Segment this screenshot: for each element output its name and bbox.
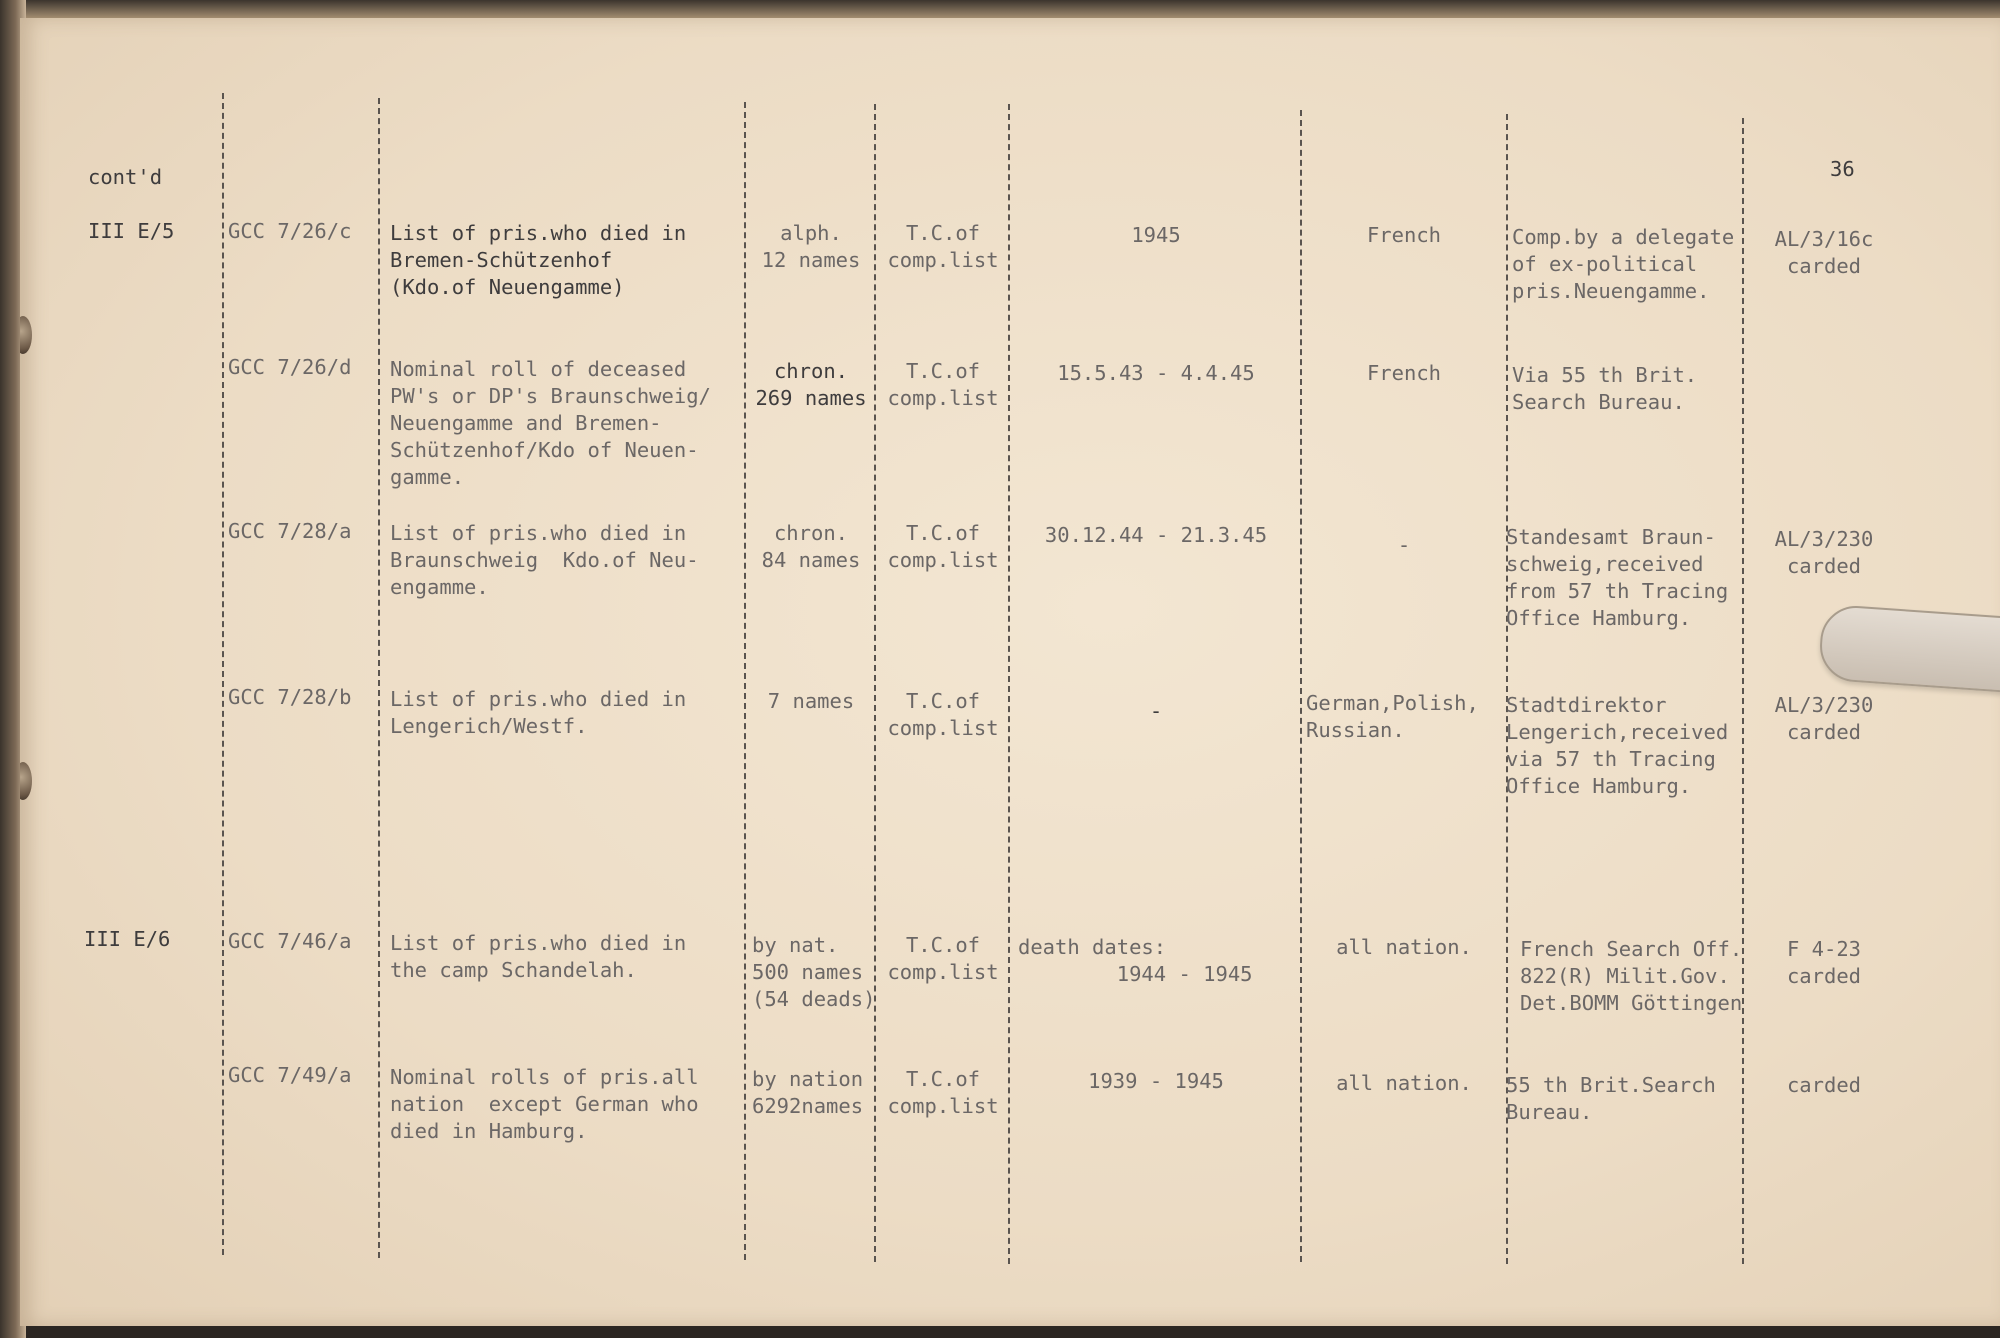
record-dates: 15.5.43 - 4.4.45: [1057, 361, 1255, 385]
record-dates: 1939 - 1945: [1088, 1069, 1224, 1093]
record-form: T.C.of comp.list: [887, 221, 999, 272]
record-dates: death dates: 1944 - 1945: [1018, 935, 1253, 986]
record-remarks: carded: [1786, 1073, 1862, 1097]
record-description: Nominal roll of deceased PW's or DP's Braunschweig/ Neuengamme and Bremen- Schützenhof/Kdo of Neuen- gamme.: [390, 357, 711, 489]
binder-ring-top: [20, 316, 32, 354]
contd-label: cont'd: [88, 165, 163, 189]
page-top-edge: [0, 0, 2000, 18]
column-divider: [1008, 104, 1010, 1264]
record-remarks: F 4-23 carded: [1786, 937, 1862, 988]
index-tab[interactable]: [1818, 604, 2000, 697]
record-arrangement: chron. 84 names: [761, 521, 861, 572]
record-source: French Search Off. 822(R) Milit.Gov. Det.BOMM Göttingen: [1520, 937, 1743, 1015]
record-remarks: AL/3/230 carded: [1774, 693, 1874, 744]
record-remarks: AL/3/230 carded: [1774, 527, 1874, 578]
record-source: Stadtdirektor Lengerich,received via 57 th Tracing Office Hamburg.: [1506, 693, 1729, 798]
record-source: 55 th Brit.Search Bureau.: [1506, 1073, 1716, 1124]
record-arrangement: by nation 6292names: [752, 1067, 864, 1118]
record-remarks: AL/3/16c carded: [1774, 227, 1874, 278]
column-divider: [222, 93, 224, 1255]
binder-ring-bottom: [20, 762, 32, 800]
column-divider: [378, 98, 380, 1258]
record-dates: -: [1149, 699, 1163, 723]
record-form: T.C.of comp.list: [887, 521, 999, 572]
record-form: T.C.of comp.list: [887, 933, 999, 984]
record-arrangement: alph. 12 names: [761, 221, 861, 272]
record-source: Standesamt Braun- schweig,received from 57 th Tracing Office Hamburg.: [1506, 525, 1729, 630]
record-arrangement: chron. 269 names: [755, 359, 867, 410]
reference-code: GCC 7/28/b: [228, 685, 352, 709]
record-nationality: all nation.: [1336, 935, 1472, 959]
section-code: III E/5: [88, 219, 175, 243]
record-form: T.C.of comp.list: [887, 1067, 999, 1118]
record-description: Nominal rolls of pris.all nation except German who died in Hamburg.: [390, 1065, 699, 1143]
record-arrangement: 7 names: [767, 689, 855, 713]
column-divider: [874, 104, 876, 1262]
section-code: III E/6: [84, 927, 171, 951]
record-description: List of pris.who died in Bremen-Schützenhof (Kdo.of Neuengamme): [390, 221, 687, 299]
column-divider: [1300, 110, 1302, 1262]
record-nationality: -: [1397, 533, 1411, 557]
record-description: List of pris.who died in Braunschweig Kdo.of Neu- engamme.: [390, 521, 699, 599]
record-nationality: all nation.: [1336, 1071, 1472, 1095]
record-source: Comp.by a delegate of ex-political pris.Neuengamme.: [1512, 225, 1735, 303]
record-arrangement: by nat. 500 names (54 deads): [752, 933, 876, 1011]
record-source: Via 55 th Brit. Search Bureau.: [1512, 363, 1698, 414]
record-form: T.C.of comp.list: [887, 689, 999, 740]
record-nationality: French: [1366, 223, 1442, 247]
page-number: 36: [1830, 157, 1855, 181]
ledger-page: [20, 18, 2000, 1326]
record-description: List of pris.who died in the camp Schandelah.: [390, 931, 687, 982]
reference-code: GCC 7/28/a: [228, 519, 352, 543]
record-dates: 1945: [1131, 223, 1181, 247]
reference-code: GCC 7/46/a: [228, 929, 352, 953]
column-divider: [744, 102, 746, 1260]
reference-code: GCC 7/26/d: [228, 355, 352, 379]
record-dates: 30.12.44 - 21.3.45: [1044, 523, 1268, 547]
reference-code: GCC 7/49/a: [228, 1063, 352, 1087]
record-nationality: German,Polish, Russian.: [1306, 691, 1479, 742]
record-description: List of pris.who died in Lengerich/Westf.: [390, 687, 687, 738]
record-nationality: French: [1366, 361, 1442, 385]
reference-code: GCC 7/26/c: [228, 219, 352, 243]
record-form: T.C.of comp.list: [887, 359, 999, 410]
